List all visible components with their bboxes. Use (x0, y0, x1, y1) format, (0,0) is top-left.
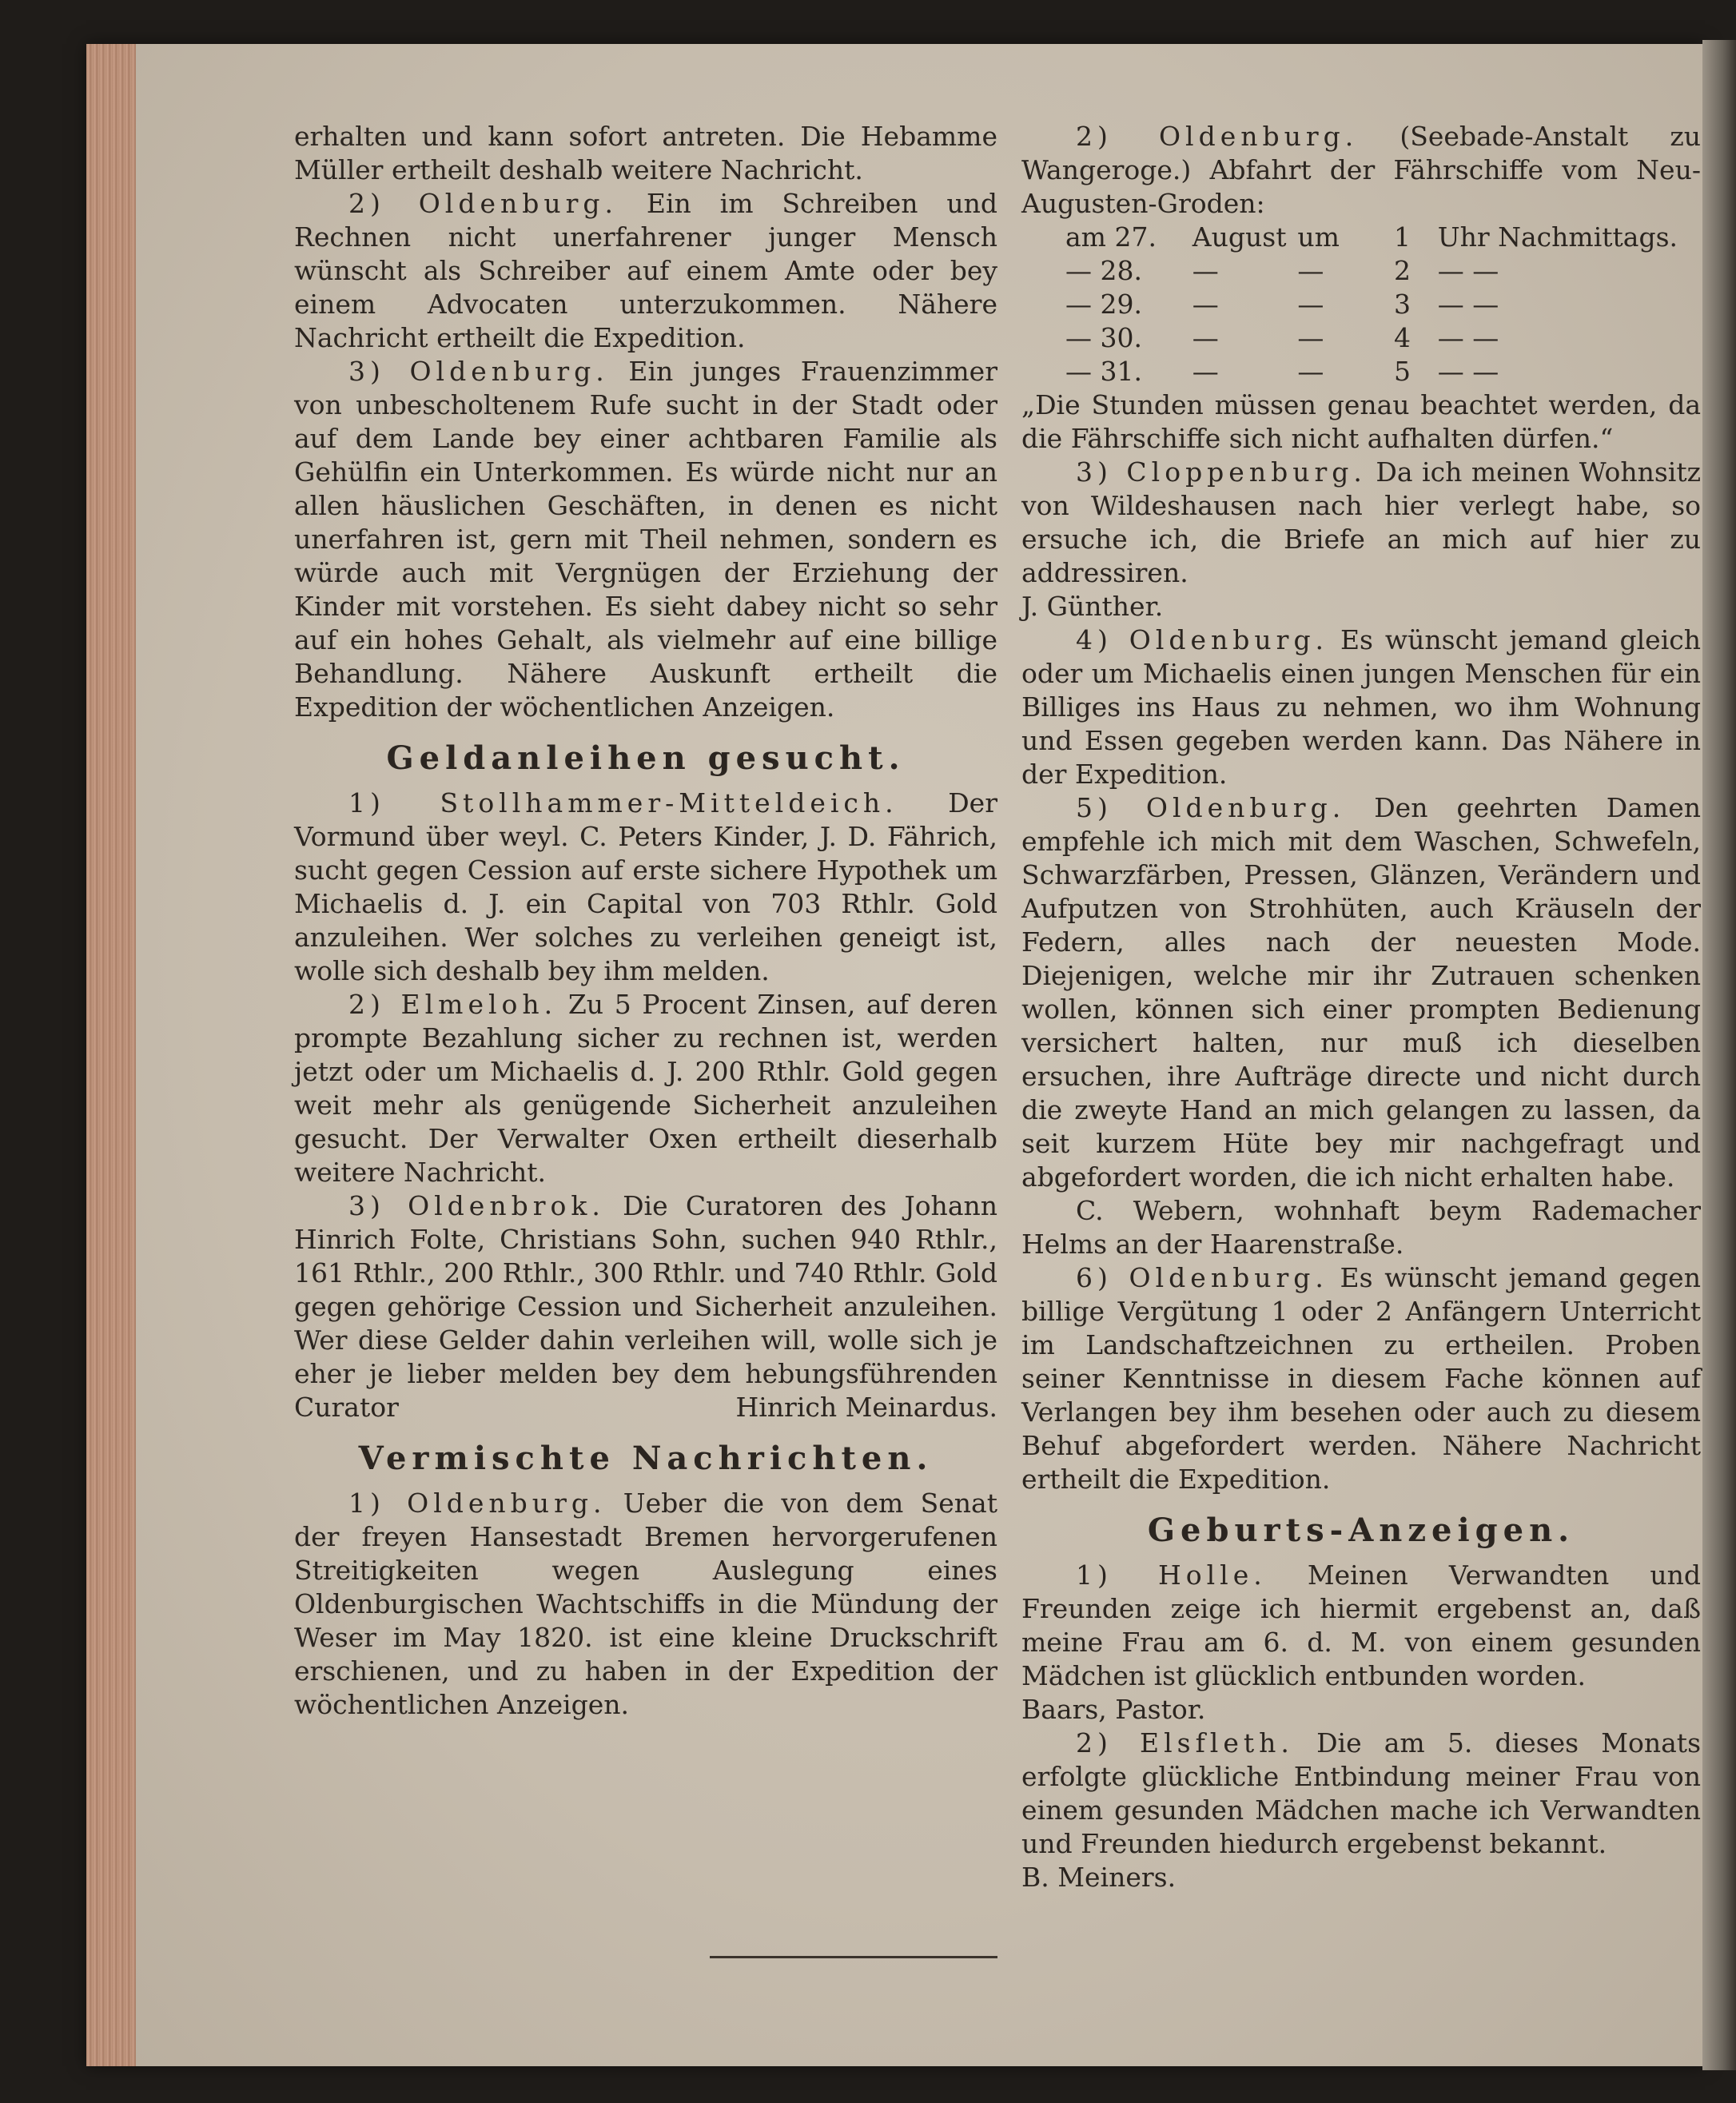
notice-elsfleth (1021, 1727, 1701, 1861)
schedule-row (1021, 321, 1701, 355)
schedule-hour: 3 (1393, 289, 1411, 320)
notice-text: Ein junges Frauenzimmer von unbescholtenem Rufe sucht in der Stadt oder auf dem Lande bey einer achtbaren Familie als Gehülfin ein Unterkommen. Es würde nicht nur an allen häuslichen Geschäften, in denen es nicht unerfahren ist, gern mit Theil nehmen, sondern es würde auch mit Vergnügen der Erziehung der Kinder mit vorstehen. Es sieht dabey nicht so sehr auf ein hohes Gehalt, als vielmehr auf eine billige Behandlung. Nähere Auskunft ertheilt die Expedition der wöchentlichen Anzeigen. (294, 356, 997, 723)
schedule-day: — 28. (1065, 255, 1142, 286)
place-name: 2) Oldenburg. (1076, 121, 1359, 152)
notice-text: Der Vormund über weyl. C. Peters Kinder, J. D. Fährich, sucht gegen Cession auf erste sichere Hypothek um Michaelis d. J. ein Capital von 703 Rthlr. Gold anzuleihen. Wer solches zu verleihen geneigt ist, wolle sich deshalb bey ihm melden. (294, 787, 997, 986)
paragraph-hebamme: erhalten und kann sofort antreten. Die Hebamme Müller ertheilt deshalb weitere Nachricht. (294, 121, 997, 185)
signature: C. Webern, wohnhaft beym Rademacher Helms an der Haarenstraße. (1021, 1195, 1701, 1260)
place-name: 4) Oldenburg. (1076, 624, 1329, 655)
signature: Baars, Pastor. (1021, 1694, 1206, 1725)
notice-text: Ein im Schreiben und Rechnen nicht unerfahrener junger Mensch wünscht als Schreiber auf einem Amte oder bey einem Advocaten unterzukommen. Nähere Nachricht ertheilt die Expedition. (294, 188, 997, 353)
ferry-schedule-table (1021, 221, 1701, 388)
schedule-month: August (1192, 221, 1287, 253)
notice-text: Die Curatoren des Johann Hinrich Folte, Christians Sohn, suchen 940 Rthlr., 161 Rthlr., 200 Rthlr., 300 Rthlr. und 740 Rthlr. Gold gegen gehörige Cession und Sicherheit anzuleihen. Wer diese Gelder dahin verleihen will, wolle sich je eher je lieber melden bey dem hebungsführenden Curator (294, 1190, 997, 1423)
schedule-tail: — — (1437, 356, 1499, 387)
signature: B. Meiners. (1021, 1862, 1177, 1893)
notice-strohhuete (1021, 791, 1701, 1194)
notice-text: Da ich meinen Wohnsitz von Wildeshausen nach hier verlegt habe, so ersuche ich, die Briefe an mich auf hier zu addressiren. (1021, 456, 1701, 588)
schedule-hour: 2 (1393, 255, 1411, 286)
schedule-month: — (1192, 322, 1219, 353)
schedule-note: „Die Stunden müssen genau beachtet werden, da die Fährschiffe sich nicht aufhalten dürfen.“ (1021, 389, 1701, 454)
binding-edge (1702, 40, 1736, 2070)
schedule-row (1021, 288, 1701, 321)
notice-zeichenunterricht (1021, 1261, 1701, 1496)
notice-stollhammer (294, 787, 997, 988)
schedule-hour: 5 (1393, 356, 1411, 387)
schedule-at: — (1297, 289, 1324, 320)
schedule-month: — (1192, 289, 1219, 320)
notice-text: Den geehrten Damen empfehle ich mich mit dem Waschen, Schwefeln, Schwarzfärben, Pressen, Glänzen, Verändern und Aufputzen von Strohhüten, auch Kräuseln der Federn, alles nach der neuesten Mode. Diejenigen, welche mir ihr Zutrauen schenken wollen, können sich einer prompten Bedienung versichert halten, nur muß ich dieselben ersuchen, ihre Aufträge directe und nicht durch die zweyte Hand an mich gelangen zu lassen, da seit kurzem Hüte bey mir nachgefragt und abgefordert worden, die ich nicht erhalten habe. (1021, 792, 1701, 1193)
notice-text: Es wünscht jemand gegen billige Vergütung 1 oder 2 Anfängern Unterricht im Landschaftzeichnen zu ertheilen. Proben seiner Kenntnisse in diesem Fache können auf Verlangen bey ihm besehen oder auch zu diesem Behuf abgefordert werden. Nähere Nachricht ertheilt die Expedition. (1021, 1262, 1701, 1495)
schedule-day: — 30. (1065, 322, 1142, 353)
notice-text: Ueber die von dem Senat der freyen Hansestadt Bremen hervorgerufenen Streitigkeiten wegen Auslegung eines Oldenburgischen Wachtschiffs in die Mündung der Weser im May 1820. ist eine kleine Druckschrift erschienen, und zu haben in der Expedition der wöchentlichen Anzeigen. (294, 1488, 997, 1720)
place-name: 2) Elsfleth. (1076, 1727, 1294, 1758)
schedule-month: — (1192, 255, 1219, 286)
notice-schreiber (294, 187, 997, 355)
notice-elmeloh (294, 988, 997, 1189)
notice-text: Zu 5 Procent Zinsen, auf deren prompte Bezahlung sicher zu rechnen ist, werden jetzt oder um Michaelis d. J. 200 Rthlr. Gold gegen weit mehr als genügende Sicherheit anzuleihen gesucht. Der Verwalter Oxen ertheilt dieserhalb weitere Nachricht. (294, 989, 997, 1188)
section-heading-geldanleihen: Geldanleihen gesucht. (386, 739, 906, 777)
section-heading-geburts: Geburts-Anzeigen. (1147, 1512, 1575, 1549)
schedule-at: um (1297, 221, 1340, 253)
schedule-row (1021, 254, 1701, 288)
schedule-month: — (1192, 356, 1219, 387)
schedule-tail: Uhr Nachmittags. (1437, 221, 1678, 253)
schedule-at: — (1297, 356, 1324, 387)
schedule-hour: 4 (1393, 322, 1411, 353)
schedule-tail: — — (1437, 255, 1499, 286)
schedule-day: — 31. (1065, 356, 1142, 387)
place-name: 1) Oldenburg. (348, 1488, 607, 1519)
place-name: 2) Oldenburg. (348, 188, 619, 219)
place-name: 6) Oldenburg. (1076, 1262, 1328, 1293)
schedule-day: — 29. (1065, 289, 1142, 320)
place-name: 5) Oldenburg. (1076, 792, 1346, 823)
signature: J. Günther. (1021, 591, 1164, 622)
schedule-tail: — — (1437, 289, 1499, 320)
left-column (294, 120, 997, 1722)
schedule-day: am 27. (1065, 221, 1157, 253)
page-stack-edge (86, 44, 136, 2066)
notice-druckschrift (294, 1487, 997, 1722)
page-end-rule (710, 1956, 997, 1958)
place-name: 3) Oldenburg. (348, 356, 609, 387)
place-name: 2) Elmeloh. (348, 989, 558, 1020)
schedule-hour: 1 (1393, 221, 1411, 253)
schedule-row (1021, 355, 1701, 388)
place-name: 1) Stollhammer-Mitteldeich. (348, 787, 898, 818)
section-heading-vermischte: Vermischte Nachrichten. (358, 1440, 934, 1477)
notice-kostgaenger (1021, 623, 1701, 791)
notice-holle (1021, 1559, 1701, 1693)
notice-text: (Seebade-Anstalt zu Wangeroge.) Abfahrt der Fährschiffe vom Neu-Augusten-Groden: (1021, 121, 1701, 219)
right-column (1021, 120, 1701, 1894)
schedule-tail: — — (1437, 322, 1499, 353)
notice-text: Die am 5. dieses Monats erfolgte glückliche Entbindung meiner Frau von einem gesunden Mädchen mache ich Verwandten und Freunden hiedurch ergebenst bekannt. (1021, 1727, 1702, 1859)
place-name: 3) Cloppenburg. (1076, 456, 1367, 488)
notice-text: Es wünscht jemand gleich oder um Michaelis einen jungen Menschen für ein Billiges ins Haus zu nehmen, wo ihm Wohnung und Essen gegeben werden kann. Das Nähere in der Expedition. (1021, 624, 1701, 790)
place-name: 1) Holle. (1076, 1559, 1267, 1591)
schedule-row (1021, 221, 1701, 254)
notice-frauenzimmer (294, 355, 997, 724)
notice-text: Meinen Verwandten und Freunden zeige ich hiermit ergebenst an, daß meine Frau am 6. d. M. von einem gesunden Mädchen ist glücklich entbunden worden. (1021, 1559, 1701, 1691)
schedule-at: — (1297, 255, 1324, 286)
schedule-at: — (1297, 322, 1324, 353)
notice-oldenbrok (294, 1189, 997, 1424)
place-name: 3) Oldenbrok. (348, 1190, 605, 1221)
signature: Hinrich Meinardus. (735, 1392, 997, 1423)
notice-wangeroge (1021, 120, 1701, 221)
notice-cloppenburg (1021, 456, 1701, 590)
